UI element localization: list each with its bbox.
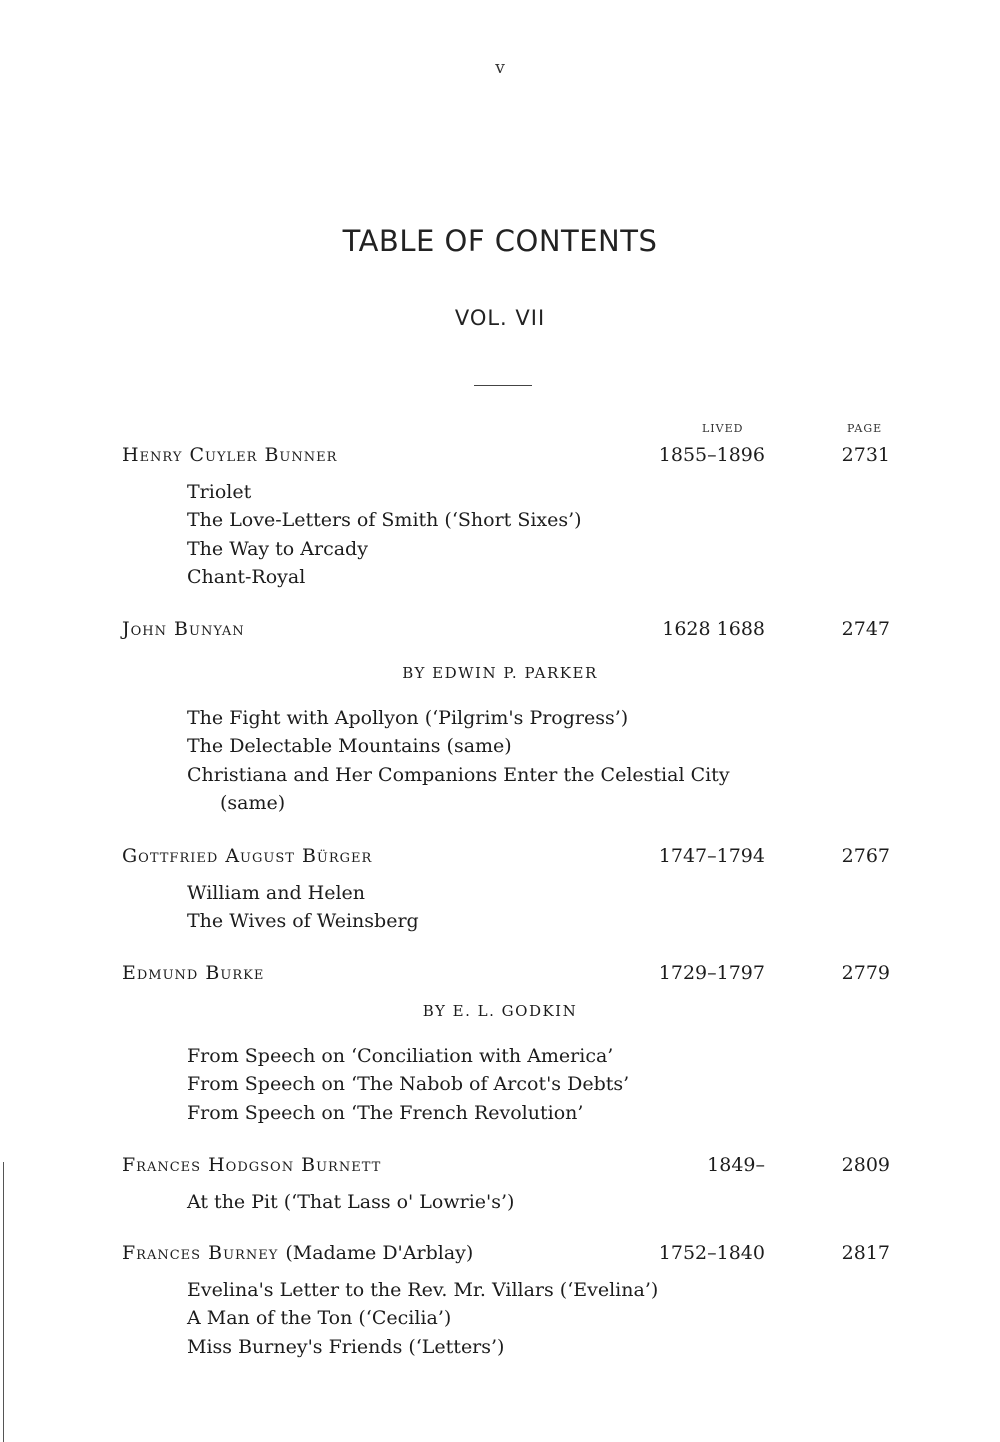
- work-title: From Speech on ‘Conciliation with America’: [187, 1045, 614, 1067]
- lived-years: 1628 1688: [662, 618, 765, 640]
- byline: BY E. L. GODKIN: [422, 1002, 578, 1020]
- work-title: The Love-Letters of Smith (‘Short Sixes’): [187, 509, 582, 532]
- work-title: Evelina's Letter to the Rev. Mr. Villars (‘Evelina’): [187, 1279, 659, 1301]
- work-title: Christiana and Her Companions Enter the Celestial City: [187, 763, 730, 786]
- author-surname: Frances Burney: [122, 1242, 279, 1264]
- column-header-page: PAGE: [847, 422, 883, 435]
- works-list: [187, 1042, 847, 1127]
- author-name: [122, 1242, 473, 1264]
- work-title-continued: (same): [220, 792, 286, 815]
- author-name: John Bunyan: [122, 618, 245, 640]
- page-ref: 2779: [841, 962, 890, 984]
- page-title: TABLE OF CONTENTS: [342, 224, 658, 258]
- author-alias: (Madame D'Arblay): [285, 1242, 474, 1264]
- divider-rule: [474, 385, 532, 386]
- works-list: [187, 1276, 847, 1361]
- page-ref: 2767: [841, 845, 890, 867]
- lived-years: 1849–: [707, 1154, 765, 1176]
- lived-years: 1729–1797: [658, 962, 765, 984]
- volume-label: VOL. VII: [454, 306, 546, 330]
- work-title: William and Helen: [187, 882, 366, 904]
- lived-years: 1747–1794: [658, 845, 765, 867]
- page-ref: 2817: [841, 1242, 890, 1264]
- author-name: Henry Cuyler Bunner: [122, 444, 338, 466]
- page-number: v: [495, 58, 505, 78]
- lived-years: 1855–1896: [658, 444, 765, 466]
- column-header-lived: LIVED: [702, 422, 744, 435]
- work-title: From Speech on ‘The Nabob of Arcot's Debts’: [187, 1073, 630, 1096]
- work-title: From Speech on ‘The French Revolution’: [187, 1101, 584, 1124]
- work-title: Chant-Royal: [187, 566, 306, 589]
- page-ref: 2809: [841, 1154, 890, 1176]
- works-list: [187, 704, 847, 818]
- work-title: The Wives of Weinsberg: [187, 910, 419, 933]
- work-title: The Delectable Mountains (same): [187, 735, 512, 758]
- work-title: A Man of the Ton (‘Cecilia’): [187, 1307, 452, 1330]
- author-name: Edmund Burke: [122, 962, 265, 984]
- work-title: The Fight with Apollyon (‘Pilgrim's Progress’): [187, 707, 629, 729]
- works-list: [187, 478, 847, 592]
- page-ref: 2731: [841, 444, 890, 466]
- byline: BY EDWIN P. PARKER: [402, 664, 598, 682]
- author-name: Gottfried August Bürger: [122, 845, 373, 867]
- scan-margin-line: [3, 1162, 4, 1442]
- works-list: [187, 1188, 847, 1216]
- work-title: At the Pit (‘That Lass o' Lowrie's’): [187, 1191, 515, 1213]
- work-title: The Way to Arcady: [187, 537, 368, 560]
- lived-years: 1752–1840: [658, 1242, 765, 1264]
- author-name: Frances Hodgson Burnett: [122, 1154, 382, 1176]
- works-list: [187, 879, 847, 936]
- work-title: Triolet: [187, 481, 252, 503]
- work-title: Miss Burney's Friends (‘Letters’): [187, 1335, 505, 1358]
- page-ref: 2747: [841, 618, 890, 640]
